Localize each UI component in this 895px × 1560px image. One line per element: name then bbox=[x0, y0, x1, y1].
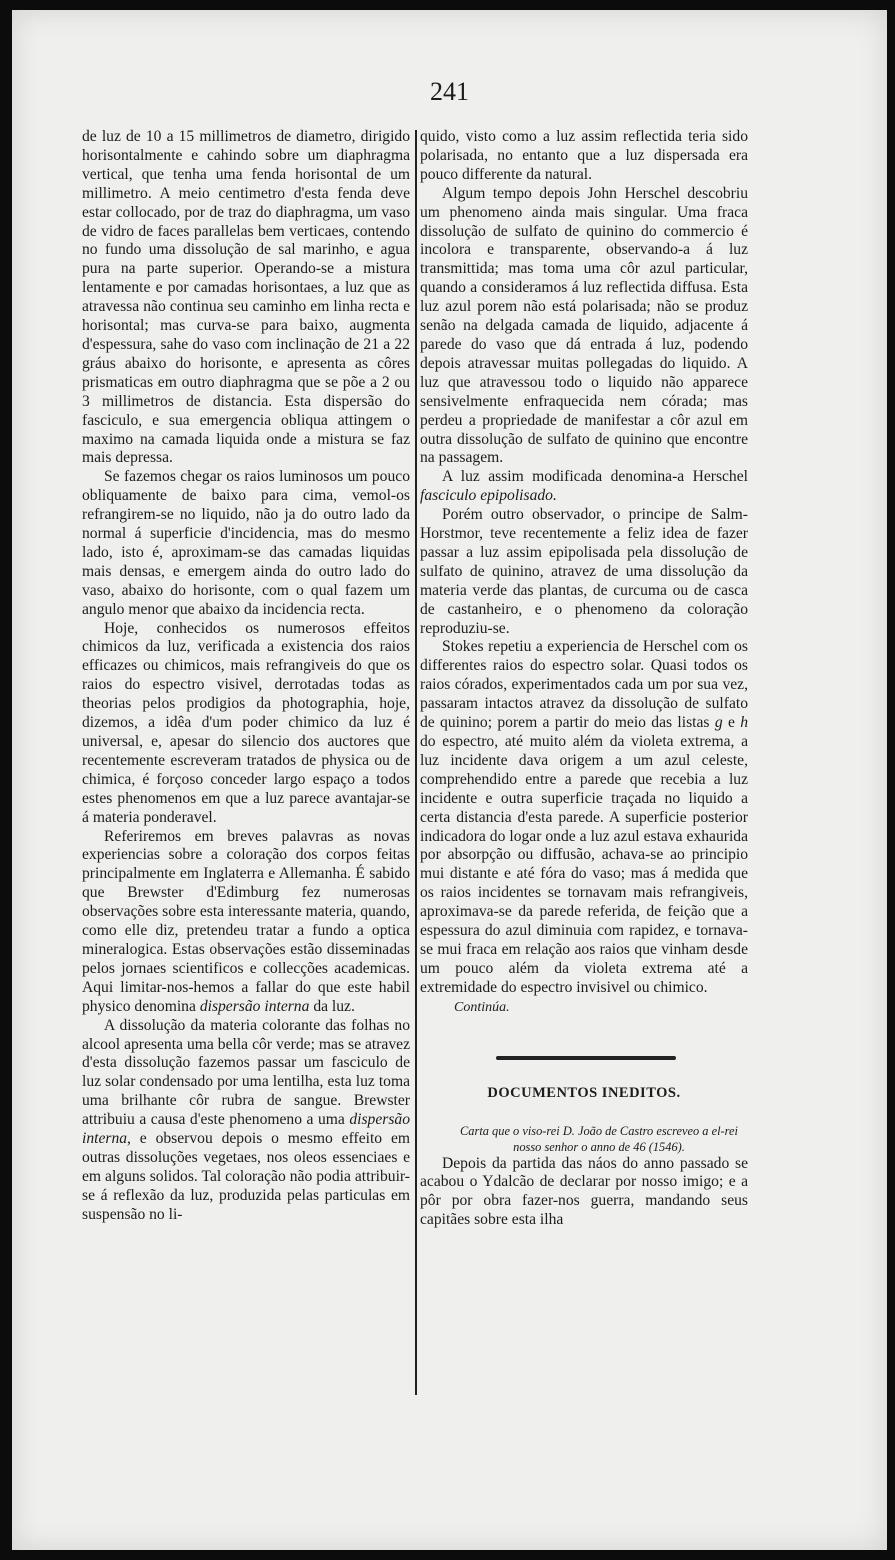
paragraph-text: Referiremos em breves palavras as novas experiencias sobre a coloração dos corpos feitas principalmente em Inglaterra e Allemanha. É sabido que Brewster d'Edimburg fez numerosas observações sobre esta interessante materia, quando, como elle diz, pretendeu tratar a fundo a optica mineralogica. Estas observações estão disseminadas pelos jornaes scientificos e collecções academicas. Aqui limitar-nos-hemos a fallar do que este habil physico denomina bbox=[82, 827, 410, 1015]
column-divider bbox=[415, 130, 417, 1395]
italic-term: fasciculo epipolisado. bbox=[420, 487, 557, 505]
paragraph-tail: da luz. bbox=[313, 997, 355, 1015]
paragraph-tail: até muito além da violeta extrema, a luz incidente dava origem a um azul celeste, comprehendido entre a parede que recebia a luz incidente e outra superficie traçada no liquido a certa distancia d'esta parede. A superficie posterior indicadora do logar onde a luz azul estava exhaurida por absorpção ou diffusão, achava-se ao principio mui distante e até fóra do vaso; mas á medida que os raios incidentes se tornavam mais refrangiveis, aproximava-se da parede referida, de feição que a espessura do azul diminuia com rapidez, e tornava-se mui fraca em relação aos raios que vinham desde um pouco além da violeta extrema até a extremidade do espectro invisivel ou chimico. bbox=[420, 733, 748, 996]
paragraph-text: A dissolução da materia colorante das folhas no alcool apresenta uma bella côr verde; mas se atravez d'esta dissolução fazemos passar um fasciculo de luz solar condensado por uma lentilha, esta luz toma uma brilhante côr rubra de sangue. Brewster attribuiu a causa d'este phenomeno a uma bbox=[82, 1016, 410, 1129]
paragraph bbox=[420, 638, 748, 997]
italic-term: dispersão interna bbox=[82, 1111, 410, 1148]
paragraph bbox=[420, 468, 748, 506]
italic-letter-h: h bbox=[740, 714, 749, 732]
document-text: Depois da partida das náos do anno passado se acabou o Ydalcão de declarar por nosso imigo; e a pôr por obra fazer-nos guerra, mandando seus capitães sobre esta ilha bbox=[420, 1154, 748, 1229]
paragraph-text: Stokes repetiu a experiencia de Herschel com os differentes raios do espectro solar. Quasi todos os raios córados, experimentados cada um por sua vez, passaram intactos atravez da dissolução de sulfato de quinino; porem a partir do meio das listas bbox=[420, 638, 748, 732]
continua-note: Continúa. bbox=[454, 999, 510, 1015]
italic-letter-g: g bbox=[714, 714, 723, 732]
right-column bbox=[420, 128, 748, 1230]
document-caption: Carta que o viso-rei D. João de Castro escreveo a el-rei nosso senhor o anno de 46 (1546). bbox=[460, 1123, 738, 1154]
paragraph: Porém outro observador, o principe de Salm-Horstmor, teve recentemente a feliz idea de fazer passar a luz assim epipolisada pela dissolução de sulfato de quinino, atravez de uma dissolução da materia verde das plantas, de curcuma ou de casca de castanheiro, e o phenomeno da coloração reproduziu-se. bbox=[420, 506, 748, 637]
paragraph: de luz de 10 a 15 millimetros de diametro, dirigido horisontalmente e cahindo sobre um diaphragma vertical, que tenha uma fenda horisontal de um millimetro. A meio centimetro d'esta fenda deve estar collocado, por de traz do diaphragma, um vaso de vidro de faces parallelas bem verticaes, contendo no fundo uma dissolução de sal marinho, e agua pura na parte superior. Operando-se a mistura lentamente e por camadas horisontaes, a luz que as atravessa não continua seu caminho em linha recta e horisontal; mas curva-se para baixo, augmenta d'espessura, sahe do vaso com inclinação de 21 a 22 gráus abaixo do horisonte, e apresenta as côres prismaticas em outro diaphragma que se põe a 2 ou 3 millimetros de distancia. Esta dispersão do fasciculo, e sua emergencia obliqua attingem o maximo na camada liquida onde a mistura se faz mais depressa. bbox=[82, 128, 410, 467]
paragraph-tail: e observou depois o mesmo effeito em outras dissoluções vegetaes, nos oleos essenciaes e em alguns solidos. Tal coloração não podia attribuir-se á reflexão da luz, produzida pelas particulas em suspensão no li- bbox=[82, 1130, 410, 1223]
paragraph bbox=[82, 828, 410, 1017]
paragraph: Se fazemos chegar os raios luminosos um pouco obliquamente de baixo para cima, vemol-os refrangirem-se no liquido, não ja do outro lado da normal á superficie d'incidencia, mas do mesmo lado, isto é, aproximam-se das camadas liquidas mais densas, e emergem ainda do outro lado do vaso, abaixo do horisonte, com o qual fazem um angulo menor que abaixo da incidencia recta. bbox=[82, 468, 410, 618]
section-separator bbox=[496, 1056, 676, 1060]
paragraph: quido, visto como a luz assim reflectida teria sido polarisada, no entanto que a luz dispersada era pouco differente da natural. bbox=[420, 128, 748, 183]
paragraph-text: do espectro, bbox=[420, 733, 499, 750]
paragraph: Algum tempo depois John Herschel descobriu um phenomeno ainda mais singular. Uma fraca dissolução de sulfato de quinino do commercio é incolora e transparente, observando-a á luz transmittida; mas toma uma côr azul particular, quando a consideramos á luz reflectida diffusa. Esta luz azul porem não está polarisada; não se produz senão na delgada camada de liquido, adjacente á parede do vaso que dá entrada á luz, podendo depois atravessar muitas pollegadas do liquido. A luz que atravessou todo o liquido não apparece sensivelmente enfraquecida nem córada; mas perdeu a propriedade de manifestar a côr azul em outra dissolução de sulfato de quinino que encontre na passagem. bbox=[420, 184, 748, 467]
section-title: DOCUMENTOS INEDITOS. bbox=[487, 1084, 681, 1101]
italic-term: dispersão interna bbox=[199, 997, 310, 1015]
conjunction: e bbox=[727, 714, 735, 732]
page-number: 241 bbox=[430, 77, 469, 106]
left-column bbox=[82, 128, 410, 1225]
paragraph: A dissolução da materia colorante das folhas no alcool apresenta uma bella côr verde; mas se atravez d'esta dissolução fazemos passar um fasciculo de luz solar condensado por uma lentilha, esta luz toma uma brilhante côr rubra de sangue. Brewster attribuiu a causa d'este phenomeno a uma dispersão interna, e observou depois o mesmo effeito em outras dissoluções vegetaes, nos oleos essenciaes e em alguns solidos. Tal coloração não podia attribuir-se á reflexão da luz, produzida pelas particulas em suspensão no li- bbox=[82, 1016, 410, 1223]
paragraph-text: A luz assim modificada denomina-a Herschel bbox=[442, 468, 748, 486]
paragraph: Hoje, conhecidos os numerosos effeitos chimicos da luz, verificada a existencia dos raios efficazes ou chimicos, mais refrangiveis do que os raios do espectro visivel, derrotadas todas as theorias pelos prodigios da photographia, hoje, dizemos, a idêa d'um poder chimico da luz é universal, e, apesar do silencio dos auctores que recentemente escreveram tratados de physica ou de chimica, é forçoso conceder largo espaço a todos estes phenomenos em que a luz parece avantajar-se á materia ponderavel. bbox=[82, 619, 410, 826]
book-page bbox=[12, 10, 887, 1550]
